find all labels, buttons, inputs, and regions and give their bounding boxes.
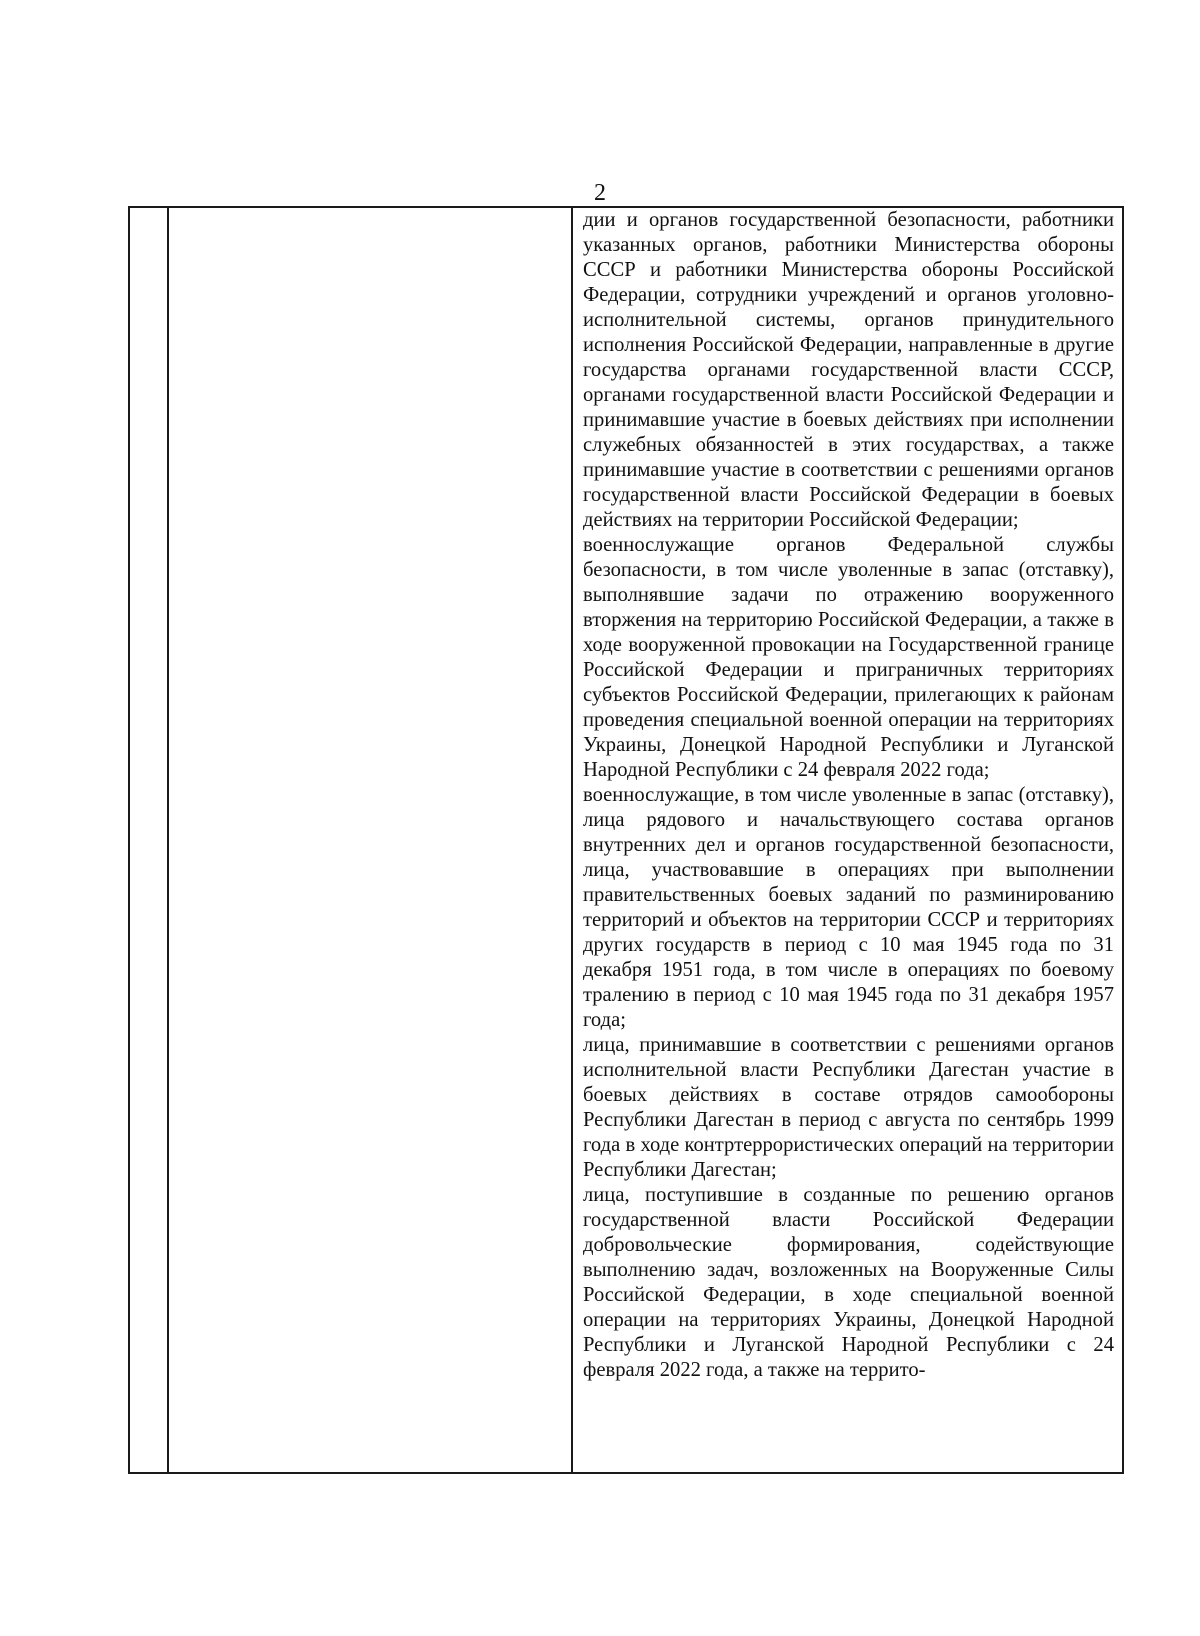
document-table xyxy=(128,206,1124,1474)
paragraph: военнослужащие органов Федеральной службы безопасности, в том числе уволенные в запас (отставку), выполнявшие задачи по отражению вооруженного вторжения на территорию Российской Федерации, а также в ходе вооруженной провокации на Государственной границе Российской Федерации и приграничных территориях субъектов Российской Федерации, прилегающих к районам проведения специальной военной операции на территориях Украины, Донецкой Народной Республики и Луганской Народной Республики с 24 февраля 2022 года; xyxy=(583,534,1114,781)
paragraph: лица, поступившие в созданные по решению органов государственной власти Российской Федерации добровольческие формирования, содействующие выполнению задач, возложенных на Вооруженные Силы Российской Федерации, в ходе специальной военной операции на территориях Украины, Донецкой Народной Республики и Луганской Народной Республики с 24 февраля 2022 года, а также на террито- xyxy=(583,1184,1114,1381)
cell-number xyxy=(129,207,168,1473)
paragraph: дии и органов государственной безопасности, работники указанных органов, работники Министерства обороны СССР и работники Министерства обороны Российской Федерации, сотрудники учреждений и органов уголовно-исполнительной системы, органов принудительного исполнения Российской Федерации, направленные в другие государства органами государственной власти СССР, органами государственной власти Российской Федерации и принимавшие участие в боевых действиях при исполнении служебных обязанностей в этих государствах, а также принимавшие участие в соответствии с решениями органов государственной власти Российской Федерации в боевых действиях на территории Российской Федерации; xyxy=(583,209,1114,531)
description-text xyxy=(573,208,1122,1383)
paragraph: лица, принимавшие в соответствии с решениями органов исполнительной власти Республики Дагестан участие в боевых действиях в составе отрядов самообороны Республики Дагестан в период с августа по сентябрь 1999 года в ходе контртеррористических операций на территории Республики Дагестан; xyxy=(583,1034,1114,1181)
table-row xyxy=(129,207,1123,1473)
cell-category xyxy=(168,207,572,1473)
page-number: 2 xyxy=(594,180,606,206)
paragraph: военнослужащие, в том числе уволенные в запас (отставку), лица рядового и начальствующего состава органов внутренних дел и органов государственной безопасности, лица, участвовавшие в операциях при выполнении правительственных боевых заданий по разминированию территорий и объектов на территории СССР и территориях других государств в период с 10 мая 1945 года по 31 декабря 1951 года, в том числе в операциях по боевому тралению в период с 10 мая 1945 года по 31 декабря 1957 года; xyxy=(583,784,1114,1031)
cell-description xyxy=(572,207,1123,1473)
